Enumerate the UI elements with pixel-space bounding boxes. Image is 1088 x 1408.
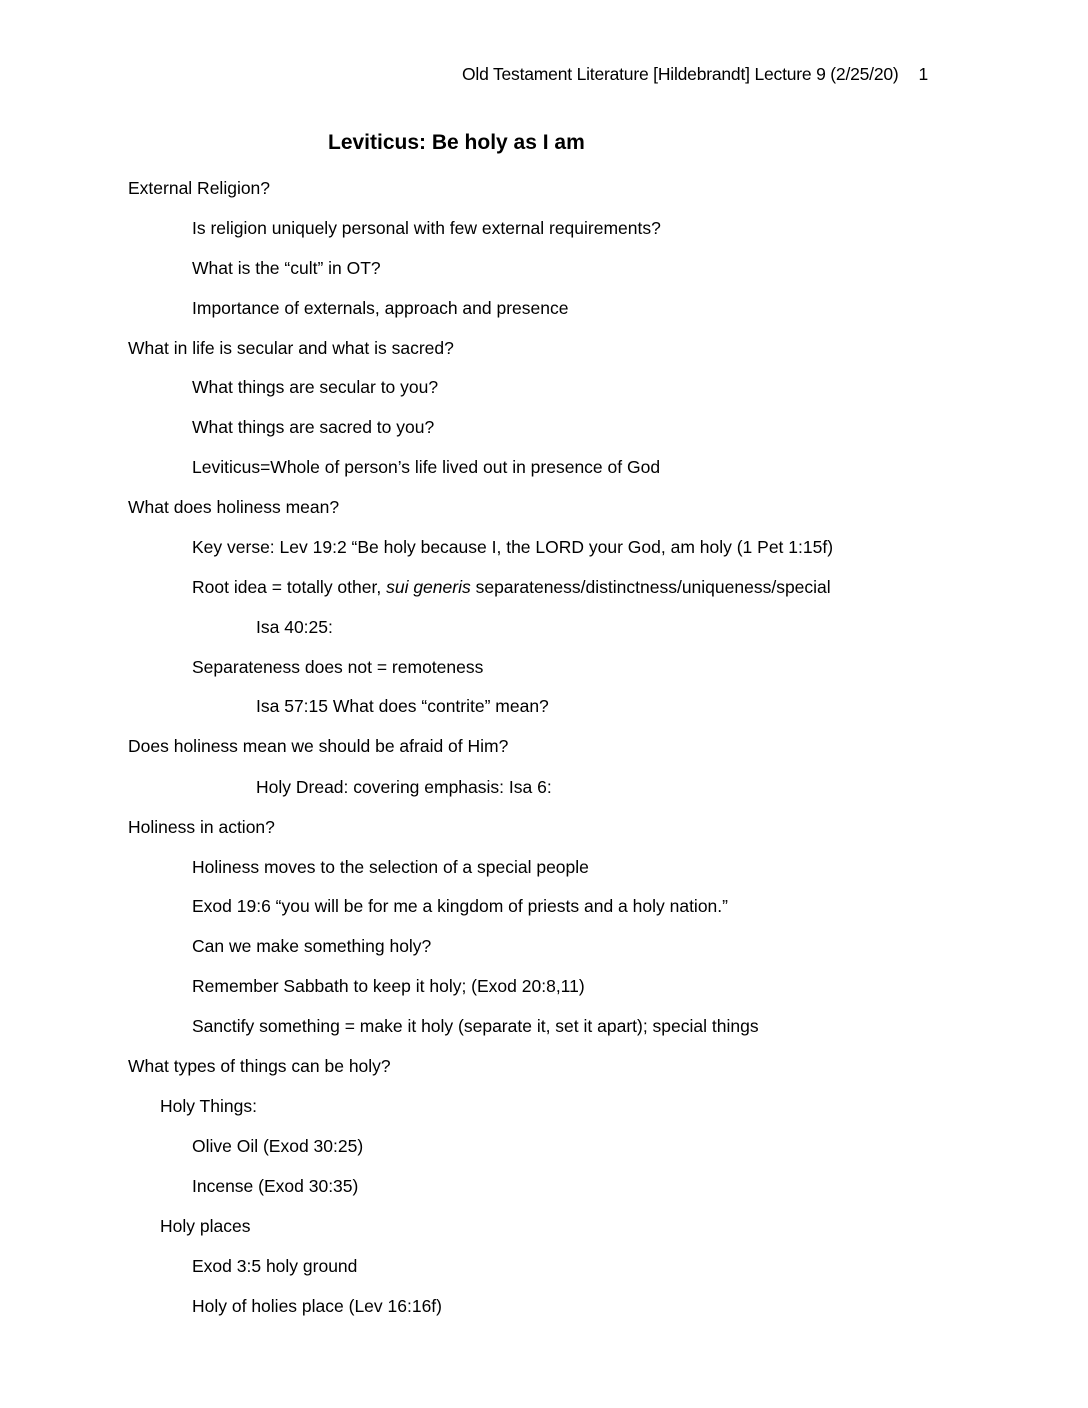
outline-heading: What types of things can be holy? [128,1056,391,1076]
outline-heading: What does holiness mean? [128,497,340,517]
outline-item: Is religion uniquely personal with few external requirements? [192,218,661,238]
outline-item: Incense (Exod 30:35) [192,1176,359,1196]
outline-subitem: Isa 57:15 What does “contrite” mean? [256,696,549,716]
outline-item: Can we make something holy? [192,936,432,956]
outline-item: Exod 3:5 holy ground [192,1256,358,1276]
outline-subitem: Isa 40:25: [256,617,333,637]
page-number: 1 [918,64,929,84]
outline-item: Importance of externals, approach and presence [192,298,569,318]
outline-item: Key verse: Lev 19:2 “Be holy because I, the LORD your God, am holy (1 Pet 1:15f) [192,537,834,557]
outline-item: Olive Oil (Exod 30:25) [192,1136,364,1156]
outline-item: Remember Sabbath to keep it holy; (Exod 20:8,11) [192,976,585,996]
root-idea-text: Root idea = totally other, [192,577,387,597]
outline-item: Sanctify something = make it holy (separate it, set it apart); special things [192,1016,759,1036]
outline-subitem: Holy Dread: covering emphasis: Isa 6: [256,777,552,797]
outline-item: Holy of holies place (Lev 16:16f) [192,1296,442,1316]
page-title: Leviticus: Be holy as I am [328,131,585,154]
running-title: Old Testament Literature [Hildebrandt] Lecture 9 (2/25/20) [462,64,899,84]
outline-item: Separateness does not = remoteness [192,657,484,677]
outline-heading: Does holiness mean we should be afraid of Him? [128,736,509,756]
outline-item: What things are secular to you? [192,377,439,397]
outline-heading: Holiness in action? [128,817,275,837]
outline-item: What things are sacred to you? [192,417,435,437]
outline-item: Exod 19:6 “you will be for me a kingdom of priests and a holy nation.” [192,896,728,916]
outline-heading: What in life is secular and what is sacred? [128,338,454,358]
outline-subheading: Holy Things: [160,1096,257,1116]
outline-subheading: Holy places [160,1216,251,1236]
outline-item: Leviticus=Whole of person’s life lived out in presence of God [192,457,661,477]
root-idea-rest: separateness/distinctness/uniqueness/special [470,577,831,597]
outline-item-root-idea [192,575,831,599]
root-idea-italic: sui generis [386,577,471,597]
outline-heading: External Religion? [128,178,271,198]
outline-item: What is the “cult” in OT? [192,258,381,278]
outline-item: Holiness moves to the selection of a special people [192,857,589,877]
